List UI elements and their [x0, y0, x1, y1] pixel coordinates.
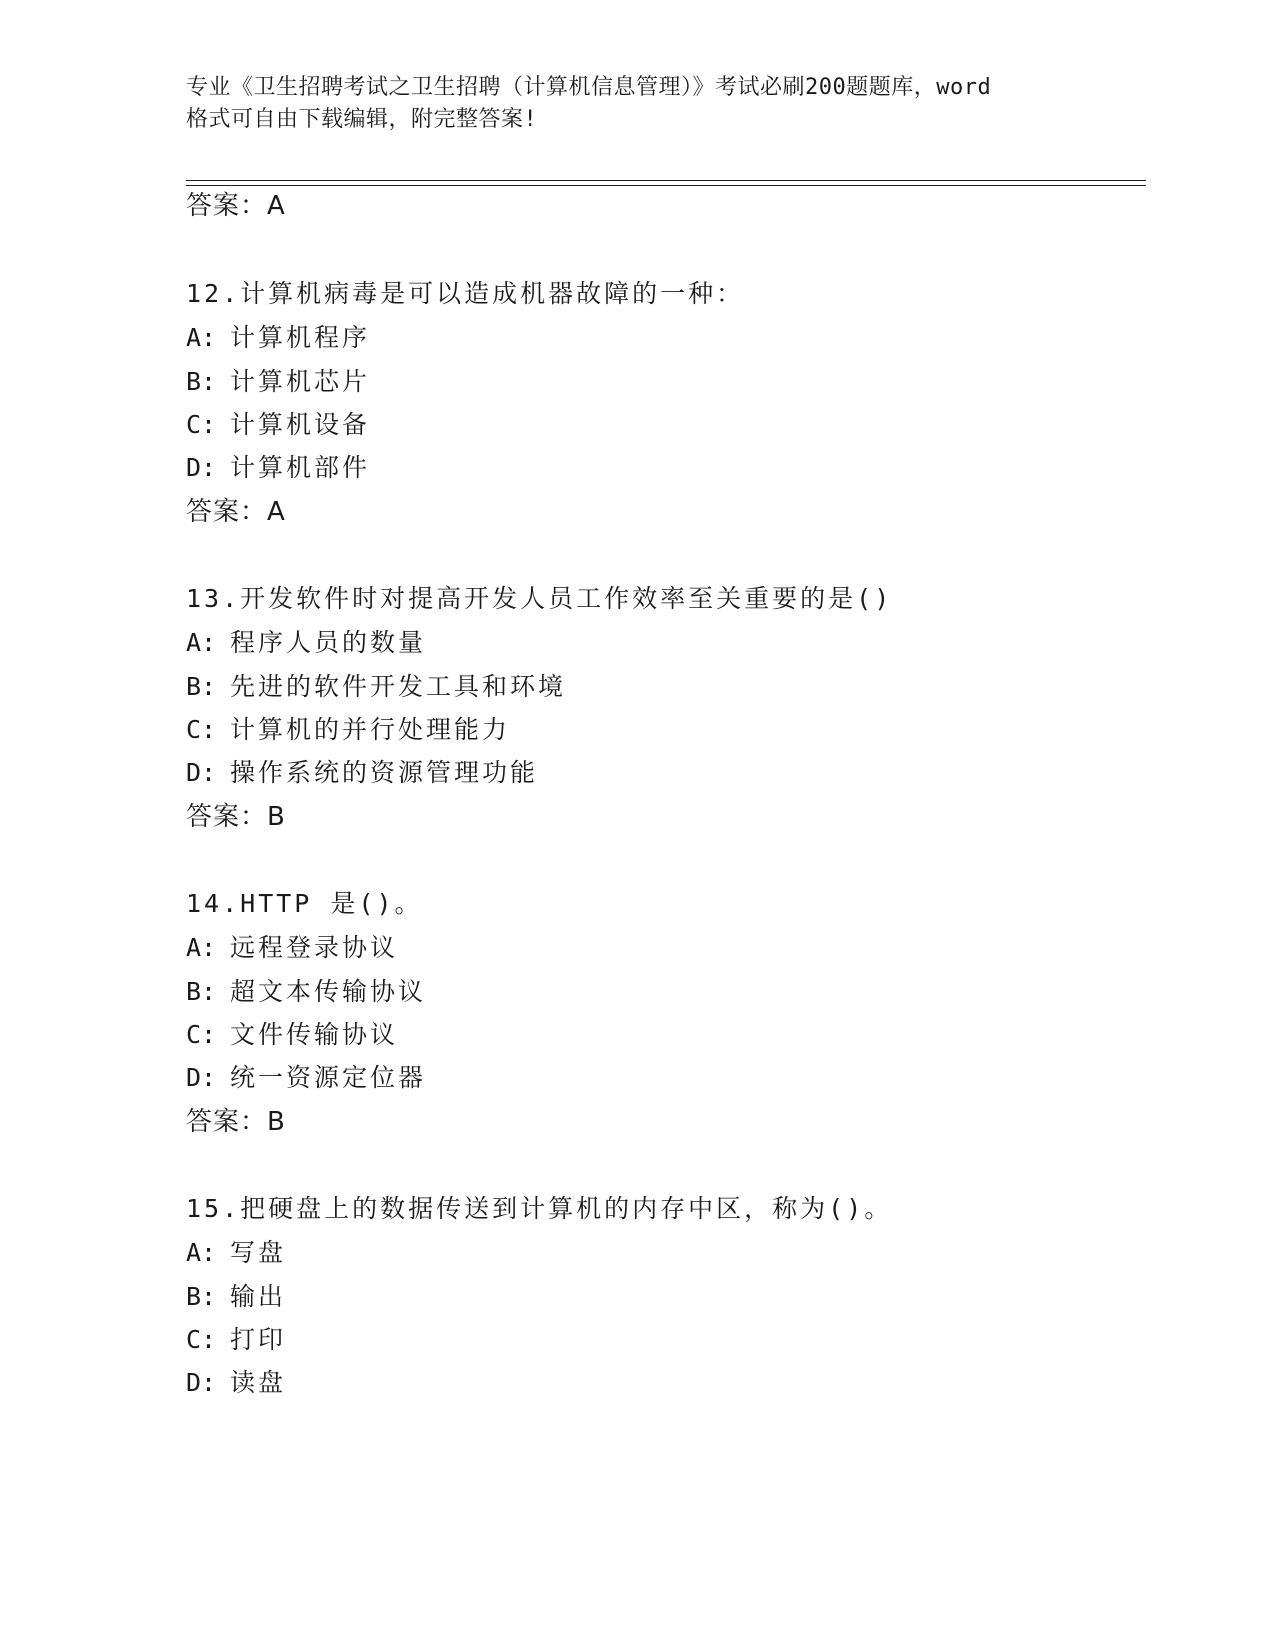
option-letter: B:: [186, 672, 217, 701]
option-d: [186, 758, 538, 788]
answer-line: 答案：A: [186, 191, 286, 221]
option-text: 计算机设备: [230, 410, 371, 439]
answer-line: 答案：B: [186, 802, 286, 832]
option-a: [186, 933, 398, 963]
option-b: [186, 367, 370, 397]
question-stem: 13.开发软件时对提高开发人员工作效率至关重要的是(): [186, 584, 893, 613]
option-letter: D:: [186, 1063, 217, 1092]
option-text: 写盘: [230, 1238, 287, 1267]
option-a: [186, 628, 426, 658]
option-text: 先进的软件开发工具和环境: [230, 672, 567, 701]
option-letter: C:: [186, 1325, 217, 1354]
option-c: [186, 410, 370, 440]
option-text: 操作系统的资源管理功能: [230, 758, 539, 787]
question-stem: 12.计算机病毒是可以造成机器故障的一种：: [186, 279, 745, 308]
option-letter: B:: [186, 367, 217, 396]
option-letter: D:: [186, 453, 217, 482]
option-letter: C:: [186, 1020, 217, 1049]
option-letter: D:: [186, 1368, 217, 1397]
option-d: [186, 453, 370, 483]
option-letter: B:: [186, 977, 217, 1006]
header-divider-top: [186, 180, 1146, 181]
header-line-1: 专业《卫生招聘考试之卫生招聘（计算机信息管理）》考试必刷200题题库，word: [186, 75, 992, 100]
option-b: [186, 1282, 286, 1312]
option-d: [186, 1063, 426, 1093]
option-a: [186, 1238, 286, 1268]
option-text: 计算机部件: [230, 453, 371, 482]
option-letter: A:: [186, 628, 217, 657]
option-letter: C:: [186, 410, 217, 439]
option-letter: C:: [186, 715, 217, 744]
option-c: [186, 1325, 286, 1355]
option-text: 超文本传输协议: [230, 977, 427, 1006]
option-text: 读盘: [230, 1368, 287, 1397]
option-text: 远程登录协议: [230, 933, 399, 962]
option-text: 输出: [230, 1282, 287, 1311]
option-text: 计算机程序: [230, 323, 371, 352]
option-text: 打印: [230, 1325, 287, 1354]
option-a: [186, 323, 370, 353]
header-line-2: 格式可自由下载编辑，附完整答案!: [186, 107, 538, 132]
answer-line: 答案：A: [186, 497, 286, 527]
option-letter: A:: [186, 933, 217, 962]
option-text: 计算机的并行处理能力: [230, 715, 511, 744]
option-d: [186, 1368, 286, 1398]
option-text: 统一资源定位器: [230, 1063, 427, 1092]
option-c: [186, 715, 510, 745]
option-letter: A:: [186, 1238, 217, 1267]
question-stem: 15.把硬盘上的数据传送到计算机的内存中区，称为()。: [186, 1194, 893, 1223]
header-divider-bottom: [186, 185, 1146, 186]
option-text: 程序人员的数量: [230, 628, 427, 657]
option-text: 文件传输协议: [230, 1020, 399, 1049]
option-c: [186, 1020, 398, 1050]
option-letter: A:: [186, 323, 217, 352]
question-stem: 14.HTTP 是()。: [186, 889, 423, 918]
option-letter: D:: [186, 758, 217, 787]
option-b: [186, 977, 426, 1007]
option-letter: B:: [186, 1282, 217, 1311]
option-text: 计算机芯片: [230, 367, 371, 396]
option-b: [186, 672, 566, 702]
document-header: [186, 72, 1086, 136]
answer-line: 答案：B: [186, 1107, 286, 1137]
